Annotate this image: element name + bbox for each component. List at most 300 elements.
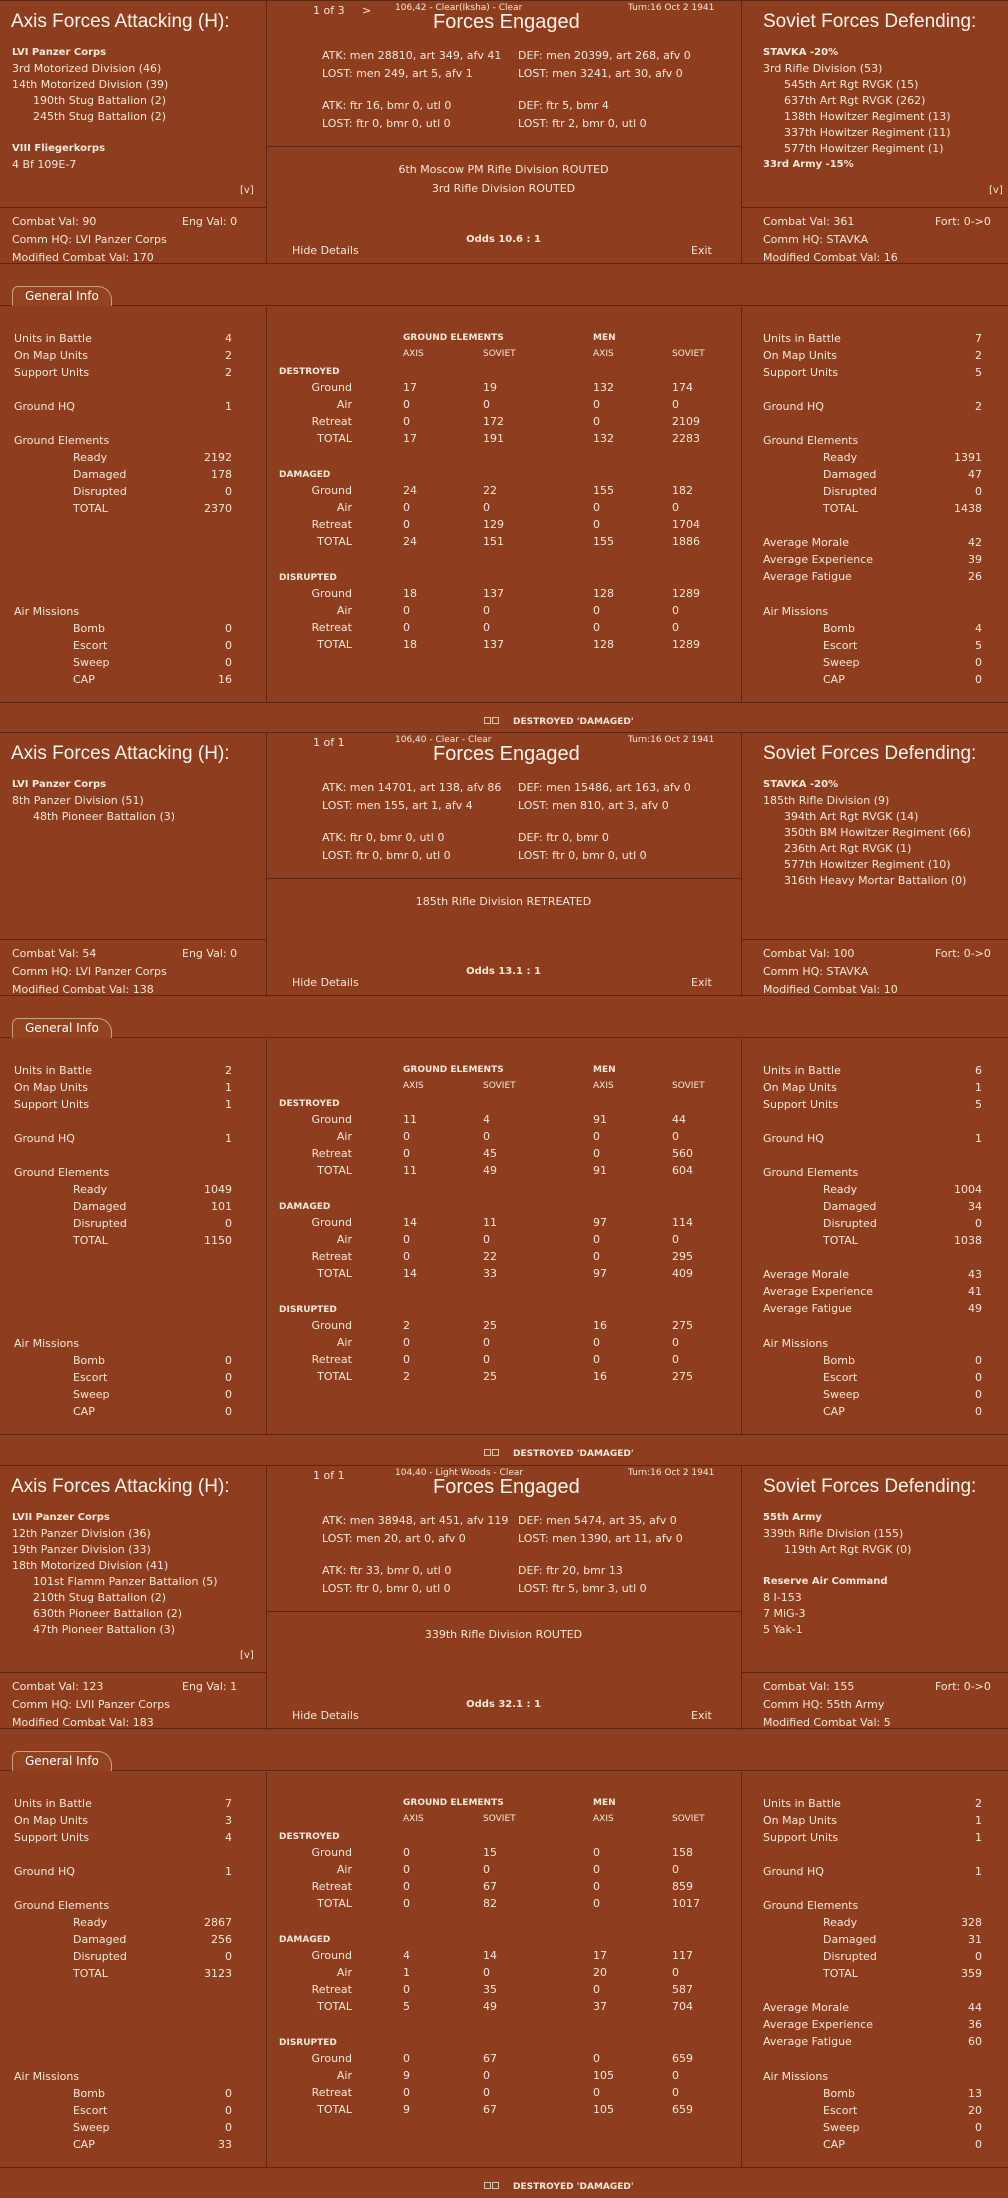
loss-value: 0: [483, 621, 490, 634]
axis-unit-item[interactable]: 3rd Motorized Division (46): [12, 62, 162, 75]
loss-row-label: Air: [336, 501, 352, 514]
hide-details-button[interactable]: Hide Details: [292, 1709, 359, 1722]
info-bottom-border: [0, 1434, 1008, 1435]
label-disrupted: Disrupted: [823, 485, 877, 498]
soviet-unit-item[interactable]: 138th Howitzer Regiment (13): [784, 110, 951, 123]
soviet-panel-border: [741, 0, 742, 265]
label-support-units: Support Units: [14, 1831, 90, 1844]
soviet-unit-item[interactable]: STAVKA -20%: [763, 47, 839, 58]
loss-value: 0: [593, 1233, 600, 1246]
section-destroyed: DESTROYED: [279, 1832, 340, 1842]
soviet-on-map-units: 2: [975, 349, 982, 362]
loss-value: 1017: [672, 1897, 700, 1910]
axis-cap: 33: [218, 2138, 232, 2151]
soviet-sweep: 0: [975, 656, 982, 669]
loss-value: 33: [483, 1267, 497, 1280]
soviet-cap: 0: [975, 1405, 982, 1418]
soviet-ready: 1391: [954, 451, 982, 464]
loss-value: 1886: [672, 535, 700, 548]
battle-panel-1: [0, 0, 1008, 732]
label-ground-hq: Ground HQ: [14, 400, 75, 413]
label-cap: CAP: [823, 1405, 845, 1418]
soviet-unit-item[interactable]: 33rd Army -15%: [763, 159, 854, 170]
label-bomb: Bomb: [823, 622, 855, 635]
label-ground-elements: Ground Elements: [14, 1166, 110, 1179]
soviet-unit-item[interactable]: Reserve Air Command: [763, 1576, 888, 1587]
loss-value: 15: [483, 1846, 497, 1859]
axis-unit-item[interactable]: 48th Pioneer Battalion (3): [33, 810, 176, 823]
axis-cap: 16: [218, 673, 232, 686]
label-ground-elements: Ground Elements: [763, 1899, 859, 1912]
section-damaged: DAMAGED: [279, 470, 331, 480]
soviet-total: 359: [961, 1967, 982, 1980]
soviet-sweep: 0: [975, 2121, 982, 2134]
axis-unit-item[interactable]: VIII Fliegerkorps: [12, 143, 106, 154]
label-average-fatigue: Average Fatigue: [763, 570, 852, 583]
soviet-unit-item[interactable]: 316th Heavy Mortar Battalion (0): [784, 874, 967, 887]
axis-unit-item[interactable]: 47th Pioneer Battalion (3): [33, 1623, 176, 1636]
section-destroyed: DESTROYED: [279, 1099, 340, 1109]
soviet-fort-level: Fort: 0->0: [935, 215, 991, 228]
loss-value: 97: [593, 1216, 607, 1229]
loss-value: 19: [483, 381, 497, 394]
loss-row-label: Ground: [311, 1113, 352, 1126]
soviet-unit-item[interactable]: 337th Howitzer Regiment (11): [784, 126, 951, 139]
header-ground-elements: GROUND ELEMENTS: [403, 333, 504, 343]
loss-value: 117: [672, 1949, 693, 1962]
forces-engaged-title: Forces Engaged: [433, 743, 580, 765]
axis-unit-item[interactable]: 101st Flamm Panzer Battalion (5): [33, 1575, 218, 1588]
label-ground-hq: Ground HQ: [14, 1865, 75, 1878]
header-men: MEN: [593, 1065, 616, 1075]
soviet-unit-item[interactable]: 8 I-153: [763, 1591, 802, 1604]
header-ground-soviet: SOVIET: [483, 1081, 516, 1091]
label-sweep: Sweep: [823, 1388, 860, 1401]
axis-ground-hq: 1: [225, 1865, 232, 1878]
loss-value: 5: [403, 2000, 410, 2013]
battle-result: 339th Rifle Division ROUTED: [424, 1628, 583, 1641]
soviet-average-fatigue: 49: [968, 1302, 982, 1315]
exit-button[interactable]: Exit: [691, 976, 712, 989]
label-on-map-units: On Map Units: [14, 1081, 88, 1094]
loss-row-label: Retreat: [311, 1147, 352, 1160]
soviet-unit-item[interactable]: STAVKA -20%: [763, 779, 839, 790]
label-escort: Escort: [73, 1371, 108, 1384]
label-average-fatigue: Average Fatigue: [763, 1302, 852, 1315]
page-indicator: 1 of 3: [313, 4, 345, 17]
label-ground-hq: Ground HQ: [14, 1132, 75, 1145]
loss-value: 137: [483, 638, 504, 651]
loss-value: 659: [672, 2103, 693, 2116]
battle-result: 6th Moscow PM Rifle Division ROUTED: [398, 163, 609, 176]
axis-bomb: 0: [225, 622, 232, 635]
label-escort: Escort: [823, 2104, 858, 2117]
section-disrupted: DISRUPTED: [279, 573, 337, 583]
axis-unit-item[interactable]: 19th Panzer Division (33): [12, 1543, 151, 1556]
axis-support-units: 2: [225, 366, 232, 379]
soviet-ready: 328: [961, 1916, 982, 1929]
hide-details-button[interactable]: Hide Details: [292, 244, 359, 257]
soviet-unit-item[interactable]: 545th Art Rgt RVGK (15): [784, 78, 919, 91]
soviet-modified-combat-value: Modified Combat Val: 10: [763, 983, 898, 996]
loss-row-label: Retreat: [311, 518, 352, 531]
soviet-stats-divider: [741, 939, 1008, 940]
loss-value: 25: [483, 1319, 497, 1332]
soviet-unit-item[interactable]: 577th Howitzer Regiment (10): [784, 858, 951, 871]
axis-ready: 2192: [204, 451, 232, 464]
loss-value: 2109: [672, 415, 700, 428]
axis-damaged: 101: [211, 1200, 232, 1213]
attacker-air-losses: LOST: ftr 0, bmr 0, utl 0: [322, 1582, 451, 1595]
hex-location: 104,40 - Light Woods - Clear: [395, 1468, 524, 1478]
exit-button[interactable]: Exit: [691, 1709, 712, 1722]
label-sweep: Sweep: [823, 2121, 860, 2134]
axis-unit-item[interactable]: 18th Motorized Division (41): [12, 1559, 169, 1572]
soviet-stats-divider: [741, 207, 1008, 208]
soviet-combat-value: Combat Val: 361: [763, 215, 855, 228]
label-escort: Escort: [73, 639, 108, 652]
label-support-units: Support Units: [763, 1831, 839, 1844]
label-disrupted: Disrupted: [823, 1217, 877, 1230]
loss-value: 0: [483, 604, 490, 617]
soviet-support-units: 5: [975, 366, 982, 379]
soviet-unit-item[interactable]: 3rd Rifle Division (53): [763, 62, 883, 75]
tab-general-info[interactable]: General Info: [12, 1018, 112, 1038]
label-ready: Ready: [73, 1183, 108, 1196]
damaged-legend-icon: [492, 1449, 499, 1456]
soviet-unit-item[interactable]: 7 MiG-3: [763, 1607, 806, 1620]
loss-value: 9: [403, 2069, 410, 2082]
axis-unit-item[interactable]: LVI Panzer Corps: [12, 47, 107, 58]
label-on-map-units: On Map Units: [14, 349, 88, 362]
axis-on-map-units: 1: [225, 1081, 232, 1094]
info-divider-left: [266, 1772, 267, 2167]
label-escort: Escort: [73, 2104, 108, 2117]
battle-result: 185th Rifle Division RETREATED: [415, 895, 592, 908]
label-average-experience: Average Experience: [763, 2018, 874, 2031]
label-cap: CAP: [823, 2138, 845, 2151]
axis-panel-border: [266, 732, 267, 997]
info-bottom-border: [0, 2167, 1008, 2168]
axis-unit-item[interactable]: LVII Panzer Corps: [12, 1512, 110, 1523]
header-ground-soviet: SOVIET: [483, 1814, 516, 1824]
loss-value: 2: [403, 1370, 410, 1383]
soviet-average-fatigue: 26: [968, 570, 982, 583]
loss-value: 0: [403, 604, 410, 617]
axis-unit-item[interactable]: 245th Stug Battalion (2): [33, 110, 167, 123]
loss-value: 0: [672, 621, 679, 634]
soviet-unit-item[interactable]: 394th Art Rgt RVGK (14): [784, 810, 919, 823]
loss-value: 0: [483, 2069, 490, 2082]
loss-row-label: Air: [336, 2069, 352, 2082]
label-ready: Ready: [823, 451, 858, 464]
soviet-unit-item[interactable]: 5 Yak-1: [763, 1623, 803, 1636]
label-units-in-battle: Units in Battle: [763, 332, 841, 345]
axis-forces-title: Axis Forces Attacking (H):: [11, 1476, 230, 1497]
header-ground-axis: AXIS: [403, 1814, 424, 1824]
loss-value: 22: [483, 484, 497, 497]
soviet-combat-value: Combat Val: 100: [763, 947, 855, 960]
soviet-on-map-units: 1: [975, 1814, 982, 1827]
soviet-ground-hq: 2: [975, 400, 982, 413]
soviet-unit-item[interactable]: 339th Rifle Division (155): [763, 1527, 904, 1540]
loss-value: 2283: [672, 432, 700, 445]
soviet-unit-item[interactable]: 55th Army: [763, 1512, 822, 1523]
soviet-support-units: 1: [975, 1831, 982, 1844]
axis-stats-divider: [0, 939, 266, 940]
soviet-units-in-battle: 6: [975, 1064, 982, 1077]
loss-value: 0: [672, 501, 679, 514]
label-on-map-units: On Map Units: [763, 1814, 837, 1827]
soviet-forces-title: Soviet Forces Defending:: [763, 743, 977, 764]
label-average-experience: Average Experience: [763, 1285, 874, 1298]
loss-value: 0: [672, 398, 679, 411]
loss-row-label: TOTAL: [317, 432, 352, 445]
axis-modified-combat-value: Modified Combat Val: 183: [12, 1716, 154, 1729]
soviet-ground-hq: 1: [975, 1132, 982, 1145]
attacker-ground-strength: ATK: men 14701, art 138, afv 86: [322, 781, 502, 794]
soviet-modified-combat-value: Modified Combat Val: 16: [763, 251, 898, 264]
loss-value: 0: [403, 1147, 410, 1160]
soviet-average-experience: 36: [968, 2018, 982, 2031]
axis-unit-item[interactable]: 12th Panzer Division (36): [12, 1527, 151, 1540]
label-on-map-units: On Map Units: [14, 1814, 88, 1827]
axis-disrupted: 0: [225, 485, 232, 498]
soviet-bomb: 0: [975, 1354, 982, 1367]
soviet-total: 1438: [954, 502, 982, 515]
destroyed-legend-icon: [484, 1449, 491, 1456]
defender-air-losses: LOST: ftr 5, bmr 3, utl 0: [518, 1582, 647, 1595]
header-men-axis: AXIS: [593, 1814, 614, 1824]
loss-value: 67: [483, 2103, 497, 2116]
loss-row-label: Ground: [311, 1319, 352, 1332]
loss-value: 0: [672, 2069, 679, 2082]
axis-unit-item[interactable]: 190th Stug Battalion (2): [33, 94, 167, 107]
axis-unit-item[interactable]: 8th Panzer Division (51): [12, 794, 144, 807]
loss-row-label: TOTAL: [317, 535, 352, 548]
label-average-experience: Average Experience: [763, 553, 874, 566]
axis-modified-combat-value: Modified Combat Val: 170: [12, 251, 154, 264]
loss-value: 0: [672, 1353, 679, 1366]
label-damaged: Damaged: [823, 468, 877, 481]
odds-ratio: Odds 32.1 : 1: [466, 1699, 541, 1710]
soviet-ready: 1004: [954, 1183, 982, 1196]
loss-value: 35: [483, 1983, 497, 1996]
soviet-unit-item[interactable]: 637th Art Rgt RVGK (262): [784, 94, 926, 107]
tab-general-info[interactable]: General Info: [12, 286, 112, 306]
soviet-cap: 0: [975, 2138, 982, 2151]
soviet-average-morale: 42: [968, 536, 982, 549]
soviet-expand-toggle[interactable]: [v]: [989, 185, 1003, 196]
loss-value: 22: [483, 1250, 497, 1263]
soviet-ground-hq: 1: [975, 1865, 982, 1878]
axis-panel-border: [266, 1465, 267, 1730]
loss-row-label: Retreat: [311, 415, 352, 428]
loss-value: 137: [483, 587, 504, 600]
label-cap: CAP: [823, 673, 845, 686]
label-air-missions: Air Missions: [14, 1337, 80, 1350]
loss-value: 0: [593, 1983, 600, 1996]
label-average-morale: Average Morale: [763, 2001, 849, 2014]
turn-date: Turn:16 Oct 2 1941: [628, 735, 715, 745]
soviet-stats-divider: [741, 1672, 1008, 1673]
loss-value: 4: [403, 1949, 410, 1962]
loss-value: 0: [593, 501, 600, 514]
soviet-unit-item[interactable]: 119th Art Rgt RVGK (0): [784, 1543, 912, 1556]
soviet-sweep: 0: [975, 1388, 982, 1401]
axis-modified-combat-value: Modified Combat Val: 138: [12, 983, 154, 996]
soviet-damaged: 31: [968, 1933, 982, 1946]
loss-value: 1289: [672, 638, 700, 651]
axis-expand-toggle[interactable]: [v]: [240, 185, 254, 196]
hide-details-button[interactable]: Hide Details: [292, 976, 359, 989]
odds-ratio: Odds 10.6 : 1: [466, 234, 541, 245]
axis-ready: 2867: [204, 1916, 232, 1929]
loss-value: 0: [483, 398, 490, 411]
exit-button[interactable]: Exit: [691, 244, 712, 257]
label-bomb: Bomb: [823, 1354, 855, 1367]
label-units-in-battle: Units in Battle: [763, 1064, 841, 1077]
soviet-unit-item[interactable]: 185th Rifle Division (9): [763, 794, 890, 807]
loss-value: 172: [483, 415, 504, 428]
header-ground-elements: GROUND ELEMENTS: [403, 1065, 504, 1075]
loss-value: 0: [403, 2052, 410, 2065]
axis-expand-toggle[interactable]: [v]: [240, 1650, 254, 1661]
section-damaged: DAMAGED: [279, 1202, 331, 1212]
label-units-in-battle: Units in Battle: [14, 1797, 92, 1810]
label-air-missions: Air Missions: [763, 2070, 829, 2083]
loss-value: 0: [483, 1353, 490, 1366]
loss-value: 0: [403, 1983, 410, 1996]
destroyed-legend-icon: [484, 2182, 491, 2189]
attacker-air-losses: LOST: ftr 0, bmr 0, utl 0: [322, 117, 451, 130]
axis-on-map-units: 3: [225, 1814, 232, 1827]
defender-air-losses: LOST: ftr 2, bmr 0, utl 0: [518, 117, 647, 130]
soviet-average-experience: 39: [968, 553, 982, 566]
loss-value: 17: [403, 432, 417, 445]
loss-value: 132: [593, 432, 614, 445]
axis-unit-item[interactable]: 4 Bf 109E-7: [12, 158, 77, 171]
header-men-soviet: SOVIET: [672, 349, 705, 359]
attacker-ground-strength: ATK: men 28810, art 349, afv 41: [322, 49, 502, 62]
loss-value: 0: [593, 604, 600, 617]
axis-support-units: 4: [225, 1831, 232, 1844]
loss-value: 182: [672, 484, 693, 497]
loss-value: 17: [593, 1949, 607, 1962]
loss-value: 24: [403, 484, 417, 497]
loss-value: 0: [593, 1250, 600, 1263]
axis-escort: 0: [225, 639, 232, 652]
loss-value: 91: [593, 1164, 607, 1177]
defender-ground-strength: DEF: men 15486, art 163, afv 0: [518, 781, 691, 794]
loss-value: 191: [483, 432, 504, 445]
loss-row-label: TOTAL: [317, 2103, 352, 2116]
loss-value: 9: [403, 2103, 410, 2116]
soviet-unit-item[interactable]: 577th Howitzer Regiment (1): [784, 142, 944, 155]
axis-unit-item[interactable]: 210th Stug Battalion (2): [33, 1591, 167, 1604]
axis-command-hq: Comm HQ: LVI Panzer Corps: [12, 965, 167, 978]
label-ground-hq: Ground HQ: [763, 1132, 824, 1145]
attacker-air-strength: ATK: ftr 0, bmr 0, utl 0: [322, 831, 445, 844]
loss-legend: DESTROYED 'DAMAGED': [513, 1449, 634, 1459]
axis-unit-item[interactable]: 14th Motorized Division (39): [12, 78, 169, 91]
axis-ready: 1049: [204, 1183, 232, 1196]
axis-units-in-battle: 4: [225, 332, 232, 345]
section-destroyed: DESTROYED: [279, 367, 340, 377]
loss-row-label: Air: [336, 1863, 352, 1876]
axis-total: 2370: [204, 502, 232, 515]
tab-bar-line: [0, 305, 1008, 306]
loss-value: 37: [593, 2000, 607, 2013]
loss-value: 0: [593, 415, 600, 428]
loss-row-label: Retreat: [311, 621, 352, 634]
loss-value: 0: [403, 518, 410, 531]
loss-value: 0: [403, 1130, 410, 1143]
page-indicator: 1 of 1: [313, 1469, 345, 1482]
loss-value: 859: [672, 1880, 693, 1893]
label-average-morale: Average Morale: [763, 1268, 849, 1281]
info-divider-right: [741, 307, 742, 702]
soviet-average-experience: 41: [968, 1285, 982, 1298]
soviet-unit-item[interactable]: 236th Art Rgt RVGK (1): [784, 842, 912, 855]
label-cap: CAP: [73, 2138, 95, 2151]
label-damaged: Damaged: [823, 1200, 877, 1213]
next-page-arrow[interactable]: >: [362, 4, 372, 17]
label-sweep: Sweep: [73, 2121, 110, 2134]
soviet-unit-item[interactable]: 350th BM Howitzer Regiment (66): [784, 826, 972, 839]
tab-general-info[interactable]: General Info: [12, 1751, 112, 1771]
axis-command-hq: Comm HQ: LVI Panzer Corps: [12, 233, 167, 246]
loss-value: 0: [593, 621, 600, 634]
attacker-air-strength: ATK: ftr 16, bmr 0, utl 0: [322, 99, 452, 112]
label-average-morale: Average Morale: [763, 536, 849, 549]
label-sweep: Sweep: [73, 656, 110, 669]
forces-engaged-title: Forces Engaged: [433, 11, 580, 33]
loss-value: 0: [403, 1250, 410, 1263]
loss-value: 82: [483, 1897, 497, 1910]
loss-value: 155: [593, 535, 614, 548]
label-ready: Ready: [73, 451, 108, 464]
loss-row-label: TOTAL: [317, 1370, 352, 1383]
label-units-in-battle: Units in Battle: [763, 1797, 841, 1810]
header-ground-axis: AXIS: [403, 1081, 424, 1091]
loss-value: 128: [593, 587, 614, 600]
axis-unit-item[interactable]: LVI Panzer Corps: [12, 779, 107, 790]
loss-value: 114: [672, 1216, 693, 1229]
label-escort: Escort: [823, 639, 858, 652]
loss-value: 0: [593, 1130, 600, 1143]
loss-value: 704: [672, 2000, 693, 2013]
axis-unit-item[interactable]: 630th Pioneer Battalion (2): [33, 1607, 183, 1620]
loss-row-label: TOTAL: [317, 1164, 352, 1177]
axis-combat-value: Combat Val: 54: [12, 947, 97, 960]
loss-row-label: TOTAL: [317, 1897, 352, 1910]
loss-value: 0: [593, 1147, 600, 1160]
label-average-fatigue: Average Fatigue: [763, 2035, 852, 2048]
loss-value: 0: [403, 621, 410, 634]
loss-row-label: Ground: [311, 2052, 352, 2065]
axis-bomb: 0: [225, 1354, 232, 1367]
battle-result: 3rd Rifle Division ROUTED: [431, 182, 576, 195]
loss-value: 67: [483, 2052, 497, 2065]
soviet-command-hq: Comm HQ: STAVKA: [763, 965, 869, 978]
axis-total: 1150: [204, 1234, 232, 1247]
loss-value: 128: [593, 638, 614, 651]
soviet-escort: 5: [975, 639, 982, 652]
loss-row-label: Ground: [311, 1949, 352, 1962]
loss-value: 11: [483, 1216, 497, 1229]
loss-value: 20: [593, 1966, 607, 1979]
